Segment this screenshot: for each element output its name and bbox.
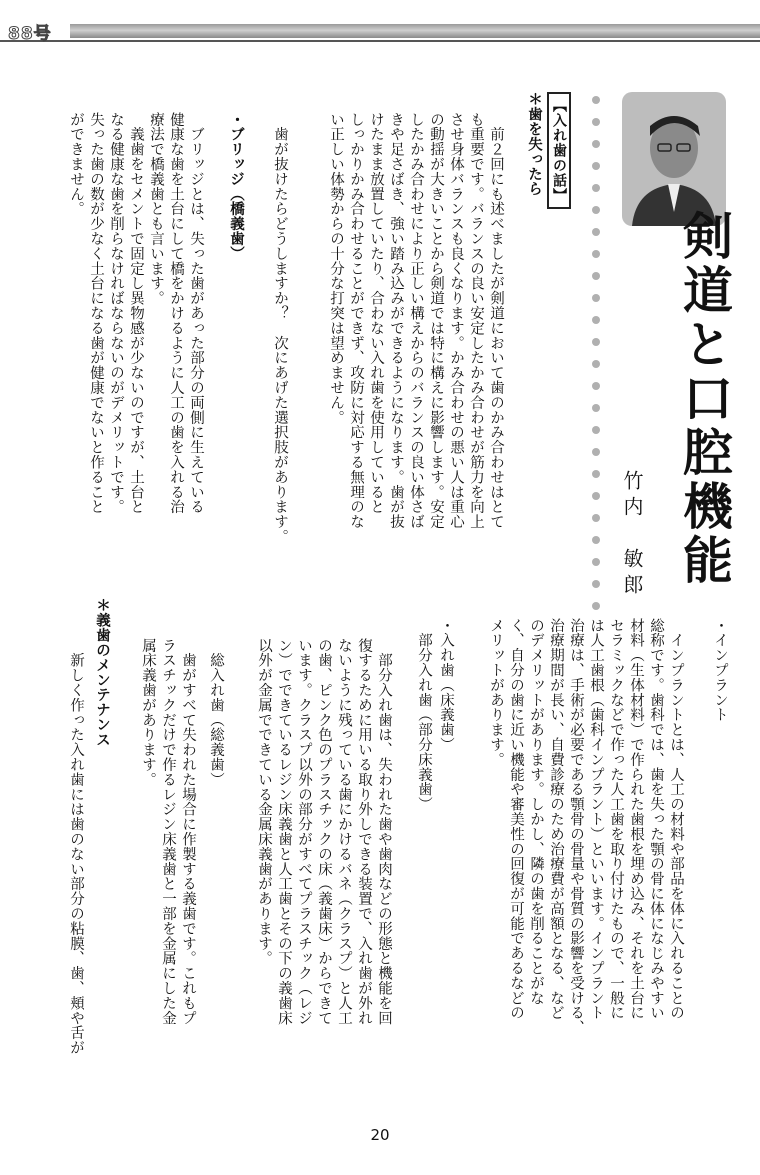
article-author: 竹内 敏郎 [620,470,644,600]
heading-bridge: ・ブリッジ（橋義歯） [228,112,244,261]
paragraph-maintenance: 新しく作った入れ歯には歯のない部分の粘膜、歯、頬や舌が [68,638,84,1056]
paragraph-implant: インプラントとは、人工の材料や部品を体に入れることの 総称です。歯科では、歯を失った顎の骨に体になじみやすい 材料（生体材料）で作られた歯根を埋め込み、それを土台に セラミックなどで作った人工歯を取り付けたもので、一般に は人工歯根（歯科インプラント）といいます。インプラント 治療は、手術が必要である顎骨の骨量や骨質の影響を受ける、 治療期間が長い、自費診療のため治療費が高額となる、など のデメリットがあります。しかし、隣の歯を削ることがな く、自分の歯に近い機能や審美性の回復が可能であるなどの メリットがあります。 [488,618,684,1036]
page-number: 20 [370,1126,390,1144]
dotted-divider [590,92,602,612]
heading-partial-denture: 部分入れ歯（部分床義歯） [416,618,432,812]
paragraph-full-denture: 歯がすべて失われた場合に作製する義歯です。これもプ ラスチックだけで作るレジン床義歯と一部を金属にした金 属床義歯があります。 [140,638,196,1026]
header-bar [70,24,760,38]
heading-denture: ・入れ歯（床義歯） [438,618,454,753]
heading-full-denture: 総入れ歯（総義歯） [208,638,224,787]
heading-lose-teeth: ＊歯を失ったら [526,92,542,197]
page-header [0,0,760,44]
issue-number: 88号 [8,24,52,44]
paragraph-intro: 前２回にも述べましたが剣道において歯のかみ合わせはとて も重要です。バランスの良い安定したかみ合わせが筋力を向上 させ身体バランスも良くなります。かみ合わせの悪い人は重心 の動揺が大きいことから剣道では特に構えに影響します。安定 したかみ合わせにより正しい構えからのバランスの良い体さば きや足さばき、強い踏み込みができるようになります。歯が抜 けたまま放置していたり、合わない入れ歯を使用していると しっかりかみ合わせることができず、攻防に対応する無理のな い正しい体勢からの十分な打突は望めません。 [328,112,504,530]
heading-implant: ・インプラント [712,618,728,723]
heading-maintenance: ＊義歯のメンテナンス [94,598,110,747]
article-title: 剣道と口腔機能 [675,210,733,588]
paragraph-options: 歯が抜けたらどうしますか？ 次にあげた選択肢があります。 [272,112,288,545]
author-photo [622,92,726,226]
paragraph-bridge-2: 義歯をセメントで固定し異物感が少ないのですが、土台と なる健康な歯を削らなければならないのがデメリットです。 失った歯の数が少なく土台になる歯が健康でないと作ること ができません。 [68,112,144,515]
paragraph-partial-denture: 部分入れ歯は、失われた歯や歯肉などの形態と機能を回 復するために用いる取り外しできる装置で、入れ歯が外れ ないように残っている歯にかけるバネ（クラスプ）と人工 の歯、ピンク色のプラスチックの床（義歯床）からできて います。クラスプ以外の部分がすべてプラスチック（レジ ン）でできているレジン床義歯と人工歯とその下の義歯床 以外が金属でできている金属床義歯があります。 [256,638,392,1026]
paragraph-bridge-1: ブリッジとは、失った歯があった部分の両側に生えている 健康な歯を土台にして橋をかけるように人工の歯を入れる治 療法で橋義歯とも言います。 [148,112,204,515]
section-label: 【入れ歯の話】 [547,92,571,209]
header-line [0,40,760,42]
